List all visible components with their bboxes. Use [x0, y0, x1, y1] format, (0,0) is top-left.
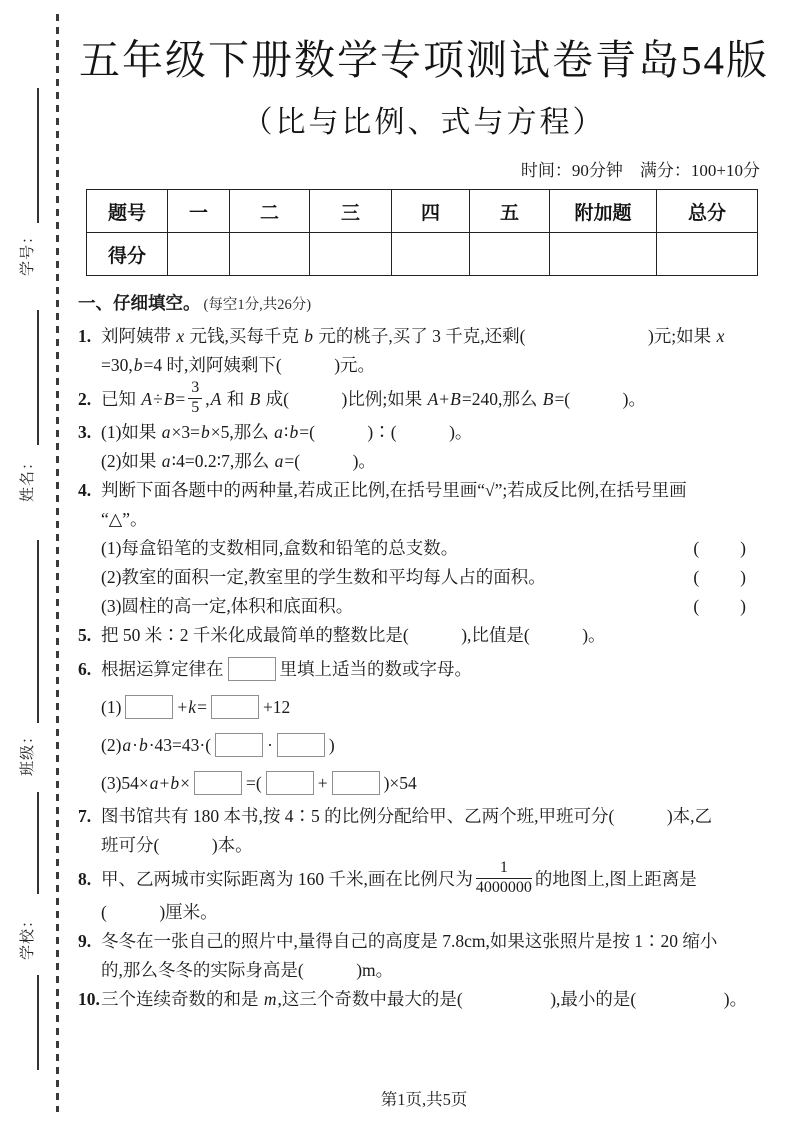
question-text: ·43=43·(	[148, 735, 212, 755]
score-cell[interactable]	[168, 233, 230, 276]
math-variable: x	[176, 326, 185, 346]
question-number: 6.	[78, 659, 92, 679]
question-line	[101, 505, 770, 534]
question-text: =30,	[101, 355, 133, 375]
question-line	[78, 927, 770, 956]
question-text: (2)	[101, 735, 122, 755]
question-text: =4 时,刘阿姨剩下( )元。	[143, 355, 376, 375]
question-text: )×54	[383, 773, 417, 793]
math-variable: A	[210, 389, 222, 409]
answer-box[interactable]	[211, 695, 259, 719]
section-points-note: (每空1分,共26分)	[203, 297, 312, 313]
math-variable: B	[450, 389, 461, 409]
question-text: 甲、乙两城市实际距离为 160 千米,画在比例尺为	[101, 869, 473, 889]
question-text: =	[197, 697, 207, 717]
question-text: )	[328, 735, 335, 755]
question-text: ∶4=0.2∶7,那么	[171, 451, 274, 471]
judge-answer-brackets: ( )	[693, 567, 748, 587]
math-variable: a	[274, 422, 283, 442]
write-in-line	[37, 540, 39, 723]
answer-box[interactable]	[125, 695, 173, 719]
fraction-numerator: 1	[476, 860, 532, 879]
questions	[78, 289, 770, 1014]
question-text: 三个连续奇数的和是	[101, 989, 263, 1009]
question-line	[101, 592, 770, 621]
question-line	[78, 380, 770, 418]
judge-answer-brackets: ( )	[693, 596, 748, 616]
score-table-col: 附加题	[550, 190, 657, 233]
math-variable: B	[542, 389, 554, 409]
fraction-numerator: 3	[188, 380, 202, 399]
question-text: ÷	[153, 389, 163, 409]
question-text: 的,那么冬冬的实际身高是( )m。	[101, 960, 394, 980]
question-text: 判断下面各题中的两种量,若成正比例,在括号里画“√”;若成反比例,在括号里画	[101, 480, 687, 500]
score-table-corner: 题号	[87, 190, 168, 233]
math-variable: m	[263, 989, 277, 1009]
question-text: =(	[246, 773, 262, 793]
question-line	[101, 688, 770, 726]
fraction	[476, 860, 532, 897]
question-text: ,	[205, 389, 210, 409]
question-number: 5.	[78, 625, 92, 645]
question-line	[101, 831, 770, 860]
math-variable: a	[122, 735, 132, 755]
question-line	[101, 764, 770, 802]
fraction-denominator: 5	[191, 399, 200, 417]
question-line	[78, 860, 770, 898]
class-label: 班级：	[19, 727, 36, 776]
question-text: ×3=	[171, 422, 201, 442]
question-line	[78, 985, 770, 1014]
fraction	[188, 380, 202, 417]
math-variable: b	[133, 355, 143, 375]
judge-answer-brackets: ( )	[693, 538, 748, 558]
question-text: +	[159, 773, 170, 793]
question-number: 2.	[78, 389, 92, 409]
math-variable: B	[249, 389, 261, 409]
question-number: 4.	[78, 480, 92, 500]
write-in-line	[37, 975, 39, 1070]
time-score-info: 时间：90分钟 满分：100+10分	[520, 161, 760, 180]
question-text: “△”。	[101, 509, 148, 529]
score-row-label: 得分	[87, 233, 168, 276]
answer-box[interactable]	[215, 733, 263, 757]
main-column	[78, 0, 770, 1014]
score-cell[interactable]	[392, 233, 470, 276]
question-line	[78, 418, 770, 447]
question-text: (2)如果	[101, 451, 161, 471]
school-label: 学校：	[19, 911, 36, 960]
question-text: ∶	[283, 422, 289, 442]
question-text: 把 50 米∶2 千米化成最简单的整数比是( ),比值是( )。	[101, 625, 606, 645]
write-in-line	[37, 88, 39, 223]
question-text: =	[175, 389, 186, 409]
question-text: 刘阿姨带	[101, 326, 176, 346]
question-text: (2)教室的面积一定,教室里的学生数和平均每人占的面积。	[101, 567, 546, 587]
question-text: (3)圆柱的高一定,体积和底面积。	[101, 596, 354, 616]
question-text: ·	[132, 735, 138, 755]
question-text: ×5,那么	[210, 422, 274, 442]
question-number: 8.	[78, 869, 92, 889]
question-text: =( )∶( )。	[299, 422, 473, 442]
math-variable: b	[201, 422, 210, 442]
answer-box[interactable]	[332, 771, 380, 795]
answer-box[interactable]	[228, 657, 276, 681]
question-text: 根据运算定律在	[101, 659, 224, 679]
score-table-col: 一	[168, 190, 230, 233]
math-variable: a	[161, 422, 171, 442]
question-line	[101, 726, 770, 764]
score-table-score-row	[87, 233, 758, 276]
question-text: +	[177, 697, 188, 717]
question-text: 冬冬在一张自己的照片中,量得自己的高度是 7.8cm,如果这张照片是按 1∶20 缩小	[101, 931, 718, 951]
math-variable: a	[161, 451, 171, 471]
question-text: ·	[267, 735, 273, 755]
answer-box[interactable]	[194, 771, 242, 795]
question-line	[78, 802, 770, 831]
student-id-label: 学号：	[19, 227, 36, 276]
write-in-line	[37, 310, 39, 445]
score-table	[86, 189, 758, 276]
question-text: ×	[180, 773, 191, 793]
question-text: 的地图上,图上距离是	[534, 869, 697, 889]
question-text: 元钱,买每千克	[185, 326, 304, 346]
question-number: 7.	[78, 806, 92, 826]
question-text: 元的桃子,买了 3 千克,还剩( )元;如果	[314, 326, 716, 346]
question-text: 图书馆共有 180 本书,按 4∶5 的比例分配给甲、乙两个班,甲班可分( )本,乙	[101, 806, 713, 826]
section-heading	[78, 289, 770, 320]
question-text: =( )。	[554, 389, 646, 409]
question-text: (1)	[101, 697, 122, 717]
math-variable: a	[274, 451, 284, 471]
question-text: 已知	[101, 389, 141, 409]
fraction-denominator: 4000000	[475, 879, 532, 897]
question-text: +	[317, 773, 328, 793]
math-variable: B	[163, 389, 175, 409]
page-title: 五年级下册数学专项测试卷青岛54版	[79, 37, 769, 83]
question-text: (3)54×	[101, 773, 149, 793]
score-cell[interactable]	[657, 233, 758, 276]
question-text: 班可分( )本。	[101, 835, 253, 855]
question-line	[78, 621, 770, 650]
page-subtitle: （比与比例、式与方程）	[242, 106, 606, 139]
question-line	[78, 476, 770, 505]
question-text: (1)如果	[101, 422, 161, 442]
question-number: 1.	[78, 326, 92, 346]
question-line	[101, 447, 770, 476]
question-line	[101, 563, 770, 592]
math-variable: b	[304, 326, 314, 346]
question-number: 10.	[78, 989, 100, 1009]
score-table-col: 五	[470, 190, 550, 233]
answer-box[interactable]	[277, 733, 325, 757]
score-cell[interactable]	[230, 233, 310, 276]
score-table-col: 三	[310, 190, 392, 233]
math-variable: b	[170, 773, 180, 793]
math-variable: a	[149, 773, 159, 793]
question-line	[101, 351, 770, 380]
score-table-col: 四	[392, 190, 470, 233]
math-variable: k	[188, 697, 197, 717]
question-text: ,这三个奇数中最大的是( ),最小的是( )。	[277, 989, 748, 1009]
question-line	[101, 898, 770, 927]
math-variable: A	[141, 389, 153, 409]
question-line	[78, 650, 770, 688]
score-table-col: 总分	[657, 190, 758, 233]
question-text: ( )厘米。	[101, 902, 218, 922]
student-name-label: 姓名：	[19, 453, 36, 502]
score-cell[interactable]	[550, 233, 657, 276]
math-variable: b	[138, 735, 148, 755]
page-number-footer: 第1页,共5页	[380, 1090, 468, 1109]
section-title: 一、仔细填空。	[78, 293, 201, 313]
question-number: 3.	[78, 422, 92, 442]
math-variable: b	[289, 422, 299, 442]
question-text: 成( )比例;如果	[261, 389, 427, 409]
answer-box[interactable]	[266, 771, 314, 795]
math-variable: x	[716, 326, 725, 346]
math-variable: A	[427, 389, 439, 409]
question-text: +12	[262, 697, 291, 717]
question-text: 里填上适当的数或字母。	[279, 659, 472, 679]
question-text: (1)每盒铅笔的支数相同,盒数和铅笔的总支数。	[101, 538, 459, 558]
score-table-col: 二	[230, 190, 310, 233]
write-in-line	[37, 792, 39, 894]
score-cell[interactable]	[310, 233, 392, 276]
score-cell[interactable]	[470, 233, 550, 276]
question-line	[78, 322, 770, 351]
fold-dashed-line	[56, 14, 59, 1112]
score-table-header-row	[87, 190, 758, 233]
question-text: +	[439, 389, 450, 409]
question-number: 9.	[78, 931, 92, 951]
question-text: 和	[222, 389, 249, 409]
question-line	[101, 956, 770, 985]
question-text: =240,那么	[461, 389, 542, 409]
question-line	[101, 534, 770, 563]
question-text: =( )。	[284, 451, 376, 471]
